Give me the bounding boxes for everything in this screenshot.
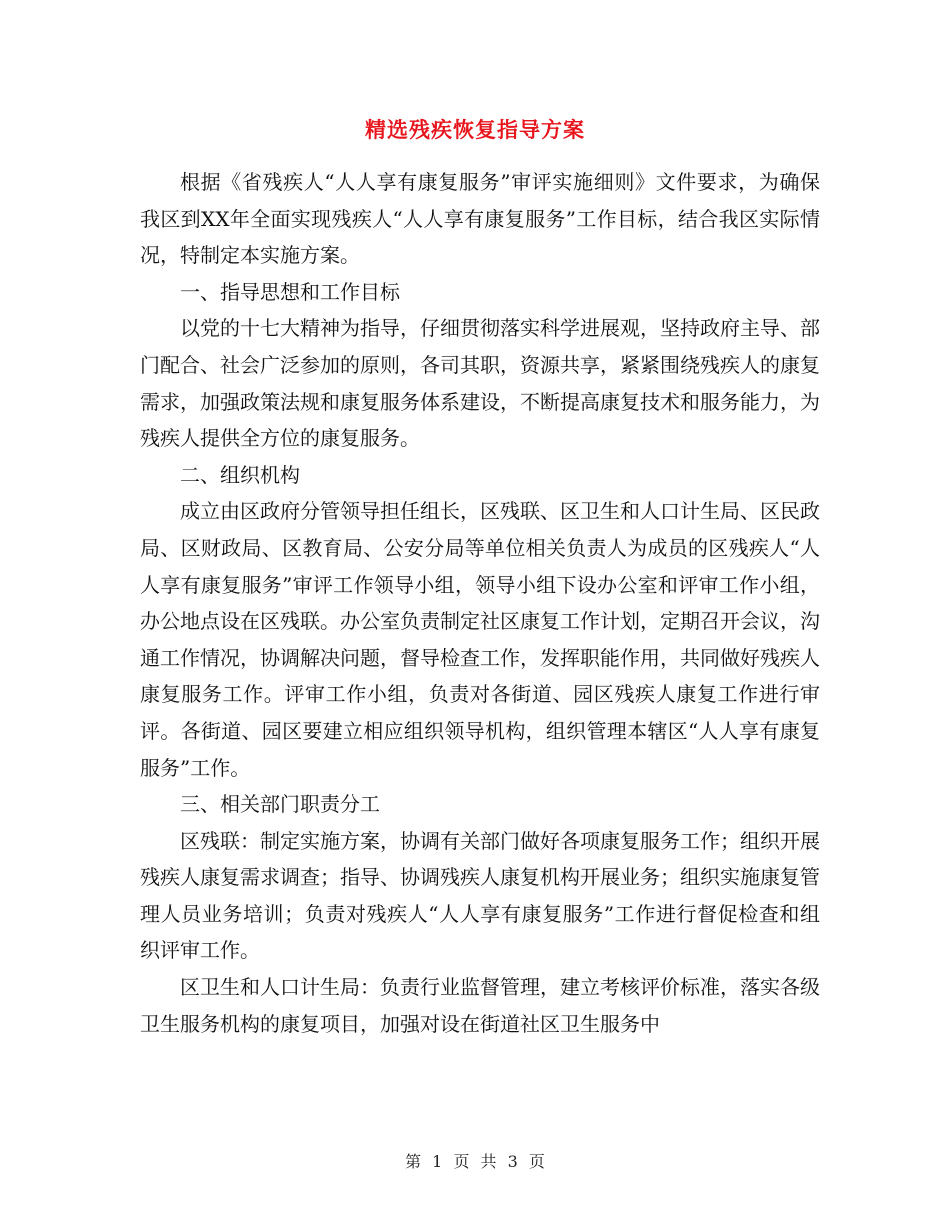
section-heading-guiding-ideas: 一、指导思想和工作目标	[180, 279, 400, 304]
page-footer: 第 1 页 共 3 页	[405, 1152, 545, 1171]
paragraph-organization: 成立由区政府分管领导担任组长，区残联、区卫生和人口计生局、区民政局、区财政局、区教育局、公安分局等单位相关负责人为成员的区残疾人“人人享有康复服务”审评工作领导小组，领导小组下设办公室和评审工作小组，办公地点设在区残联。办公室负责制定社区康复工作计划，定期召开会议，沟通工作情况，协调解决问题，督导检查工作，发挥职能作用，共同做好残疾人康复服务工作。评审工作小组，负责对各街道、园区残疾人康复工作进行审评。各街道、园区要建立相应组织领导机构，组织管理本辖区“人人享有康复服务”工作。	[140, 499, 820, 780]
section-heading-responsibilities: 三、相关部门职责分工	[180, 792, 380, 817]
paragraph-health-bureau: 区卫生和人口计生局：负责行业监督管理，建立考核评价标准，落实各级卫生服务机构的康复项目，加强对设在街道社区卫生服务中	[140, 975, 820, 1036]
paragraph-intro: 根据《省残疾人“人人享有康复服务”审评实施细则》文件要求，为确保我区到XX年全面实现残疾人“人人享有康复服务”工作目标，结合我区实际情况，特制定本实施方案。	[140, 170, 820, 268]
document-body	[140, 164, 820, 1042]
section-heading-organization: 二、组织机构	[180, 462, 300, 487]
paragraph-disabled-federation: 区残联：制定实施方案，协调有关部门做好各项康复服务工作；组织开展残疾人康复需求调查；指导、协调残疾人康复机构开展业务；组织实施康复管理人员业务培训；负责对残疾人“人人享有康复服务”工作进行督促检查和组织评审工作。	[140, 828, 820, 963]
document-title: 精选残疾恢复指导方案	[365, 117, 585, 142]
paragraph-guiding-ideas: 以党的十七大精神为指导，仔细贯彻落实科学进展观，坚持政府主导、部门配合、社会广泛参加的原则，各司其职，资源共享，紧紧围绕残疾人的康复需求，加强政策法规和康复服务体系建设，不断提高康复技术和服务能力，为残疾人提供全方位的康复服务。	[140, 316, 820, 451]
